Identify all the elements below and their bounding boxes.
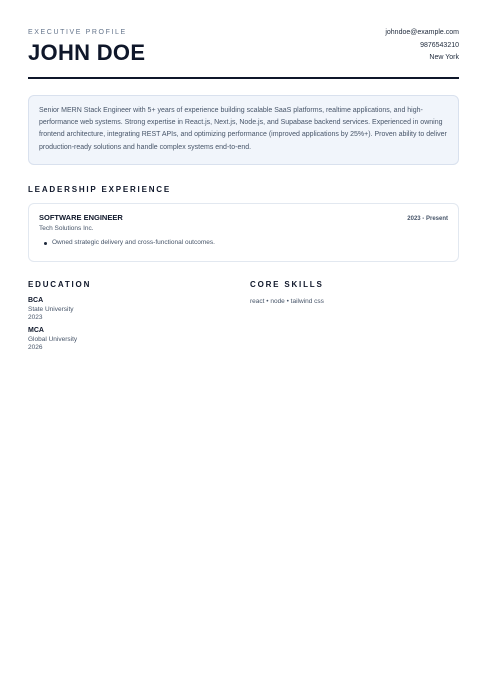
name-block — [28, 28, 145, 66]
education-section-title: EDUCATION — [28, 280, 92, 289]
header-divider — [28, 77, 459, 79]
education-year: 2023 — [28, 314, 43, 321]
candidate-name: JOHN DOE — [28, 40, 146, 65]
education-item — [28, 327, 250, 351]
header — [28, 28, 459, 74]
bottom-columns — [28, 280, 459, 351]
skills-section — [250, 280, 459, 351]
job-card — [28, 203, 459, 262]
contact-block — [385, 27, 459, 65]
contact-email[interactable]: johndoe@example.com — [385, 29, 459, 36]
education-school: State University — [28, 306, 74, 313]
job-company: Tech Solutions Inc. — [39, 225, 94, 232]
skills-section-title: CORE SKILLS — [250, 280, 324, 289]
summary-box: Senior MERN Stack Engineer with 5+ years of experience building scalable SaaS platforms, realtime applications, and high-performance web systems. Strong expertise in React.js, Next.js, Node.js, and Supabase backend services. Experienced in owning frontend architecture, integrating REST APIs, and optimizing performance (improved applications by 25%+). Proven ability to deliver production-ready solutions and handle complex systems end-to-end. — [28, 95, 459, 165]
profile-eyebrow: EXECUTIVE PROFILE — [28, 29, 127, 36]
experience-section-title: LEADERSHIP EXPERIENCE — [28, 185, 172, 194]
education-section — [28, 280, 250, 351]
contact-location: New York — [429, 54, 459, 61]
education-degree: BCA — [28, 297, 44, 304]
education-school: Global University — [28, 336, 78, 343]
job-bullet: Owned strategic delivery and cross-functional outcomes. — [39, 239, 448, 246]
education-year: 2026 — [28, 344, 43, 351]
skills-list: react • node • tailwind css — [250, 298, 324, 305]
job-role: SOFTWARE ENGINEER — [39, 213, 123, 222]
education-degree: MCA — [28, 327, 44, 334]
job-bullets — [39, 239, 448, 246]
job-header — [39, 213, 448, 222]
education-item — [28, 297, 250, 321]
job-dates: 2023 - Present — [407, 216, 448, 222]
contact-phone[interactable]: 9876543210 — [420, 41, 459, 49]
